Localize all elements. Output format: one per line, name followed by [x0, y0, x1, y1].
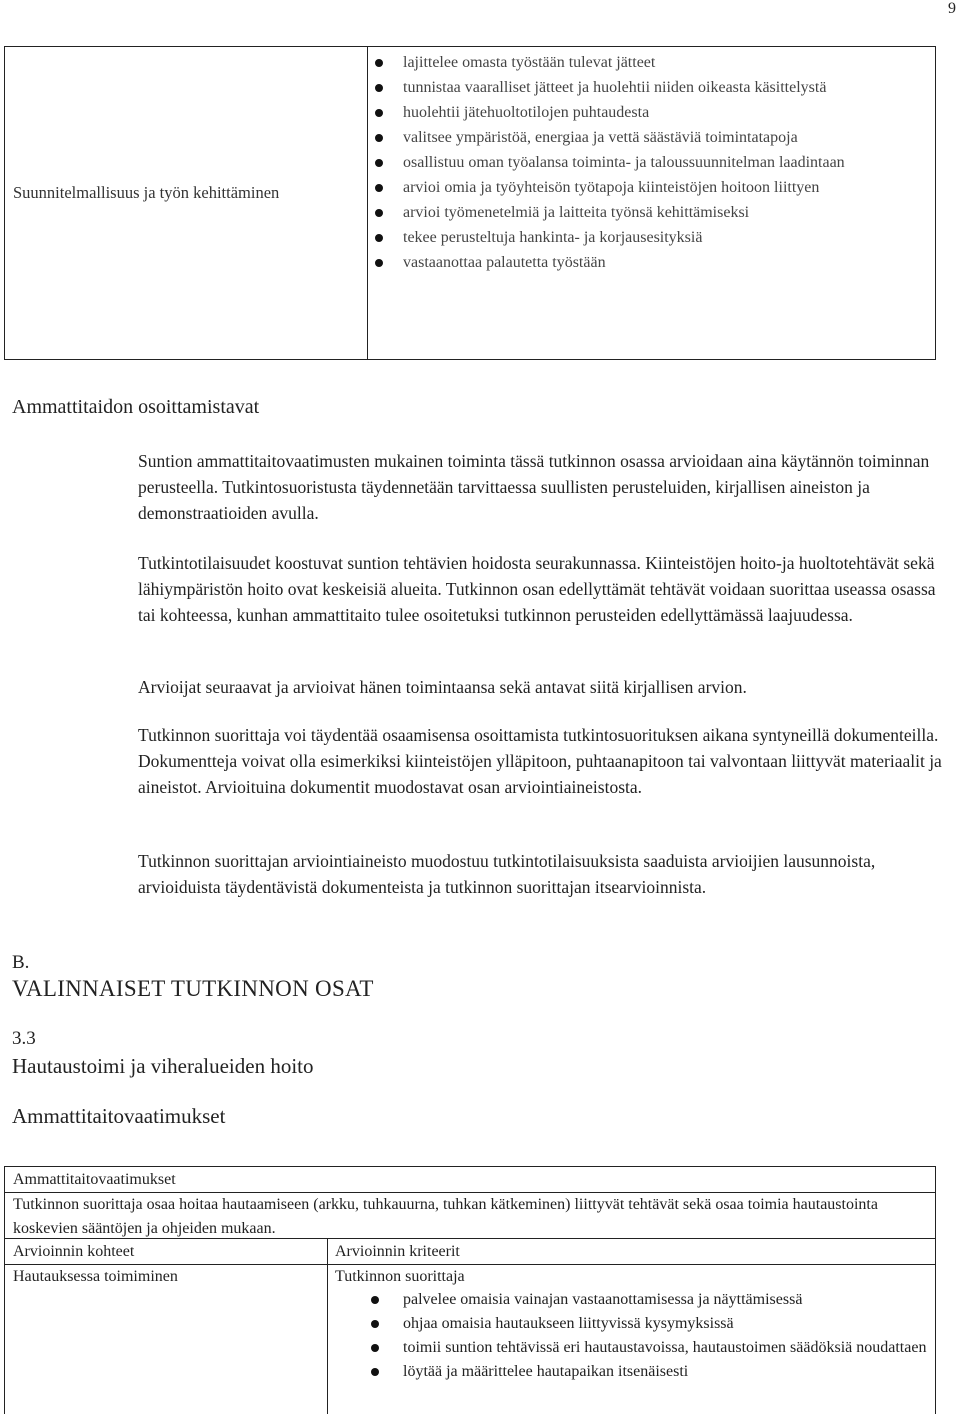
column-divider — [367, 47, 368, 359]
paragraph: Suntion ammattitaitovaatimusten mukainen toiminta tässä tutkinnon osassa arvioidaan aina käytännön toiminnan perusteella. Tutkintosuoristusta täydennetään tarvittaessa suullisten perusteluiden, kirjallisen aineiston ja demonstraatioiden avulla. — [138, 451, 930, 523]
section-heading: Ammattitaidon osoittamistavat — [12, 396, 260, 418]
table-header: Ammattitaitovaatimukset — [13, 1171, 176, 1188]
list-item: palvelee omaisia vainajan vastaanottamisessa ja näyttämisessä — [329, 1288, 931, 1312]
list-item: tunnistaa vaaralliset jätteet ja huolehtii niiden oikeasta käsittelystä — [369, 76, 931, 100]
criteria-list — [329, 1288, 931, 1384]
section-title: VALINNAISET TUTKINNON OSAT — [12, 976, 374, 1001]
row-divider — [5, 1238, 935, 1239]
list-item: osallistuu oman työalansa toiminta- ja taloussuunnitelman laadintaan — [369, 151, 931, 175]
list-item: arvioi työmenetelmiä ja laitteita työnsä kehittämiseksi — [369, 201, 931, 225]
row-subject: Tutkinnon suorittaja — [335, 1268, 465, 1285]
list-item: vastaanottaa palautetta työstään — [369, 251, 931, 275]
subsection-number: 3.3 — [12, 1028, 36, 1049]
section-b-heading — [12, 950, 374, 1002]
page-number: 9 — [948, 0, 956, 17]
criteria-list — [369, 51, 931, 276]
list-item: huolehtii jätehuoltotilojen puhtaudesta — [369, 101, 931, 125]
subsection-subtitle: Ammattitaitovaatimukset — [12, 1104, 226, 1128]
list-item: arvioi omia ja työyhteisön työtapoja kiinteistöjen hoitoon liittyen — [369, 176, 931, 200]
row-label: Suunnitelmallisuus ja työn kehittäminen — [13, 183, 280, 202]
list-item: tekee perusteltuja hankinta- ja korjausesityksiä — [369, 226, 931, 250]
table-description: Tutkinnon suorittaja osaa hoitaa hautaamiseen (arkku, tuhkauurna, tuhkan kätkeminen) liittyvät tehtävät sekä osaa toimia hautaustointa koskevien sääntöjen ja ohjeiden mukaan. — [13, 1196, 878, 1237]
paragraph: Arvioijat seuraavat ja arvioivat hänen toimintaansa sekä antavat siitä kirjallisen arvion. — [138, 677, 747, 697]
col-header-criteria: Arvioinnin kriteerit — [335, 1243, 460, 1260]
paragraph: Tutkinnon suorittaja voi täydentää osaamisensa osoittamista tutkintosuorituksen aikana syntyneillä dokumenteilla. Dokumentteja voivat olla esimerkiksi kiinteistöjen ylläpitoon, puhtaanapitoon tai valvontaan liittyvät materiaalit ja aineistot. Arvioituina dokumentit muodostavat osan arviointiaineistosta. — [138, 725, 942, 797]
list-item: lajittelee omasta työstään tulevat jätteet — [369, 51, 931, 75]
competence-table-bottom — [4, 1166, 936, 1414]
list-item: ohjaa omaisia hautaukseen liittyvissä kysymyksissä — [329, 1312, 931, 1336]
paragraph: Tutkintotilaisuudet koostuvat suntion tehtävien hoidosta seurakunnassa. Kiinteistöjen hoito-ja huoltotehtävät sekä lähiympäristön hoito ovat keskeisiä alueita. Tutkinnon osan edellyttämät tehtävät voidaan suorittaa useassa osassa tai kohteessa, kunhan ammattitaito tulee osoitetuksi tutkinnon perusteiden edellyttämässä laajuudessa. — [138, 553, 936, 625]
row-label: Hautauksessa toimiminen — [13, 1268, 178, 1285]
list-item: toimii suntion tehtävissä eri hautaustavoissa, hautaustoimen säädöksiä noudattaen — [329, 1336, 931, 1360]
col-header-targets: Arvioinnin kohteet — [13, 1243, 135, 1260]
section-letter: B. — [12, 952, 30, 973]
paragraph: Tutkinnon suorittajan arviointiaineisto muodostuu tutkintotilaisuuksista saaduista arvioijien lausunnoista, arvioiduista täydentävistä dokumenteista ja tutkinnon suorittajan itsearvioinnista. — [138, 851, 876, 897]
list-item: valitsee ympäristöä, energiaa ja vettä säästäviä toimintatapoja — [369, 126, 931, 150]
list-item: löytää ja määrittelee hautapaikan itsenäisesti — [329, 1360, 931, 1384]
competence-table-top — [4, 46, 936, 360]
subsection-title: Hautaustoimi ja viheralueiden hoito — [12, 1054, 314, 1078]
